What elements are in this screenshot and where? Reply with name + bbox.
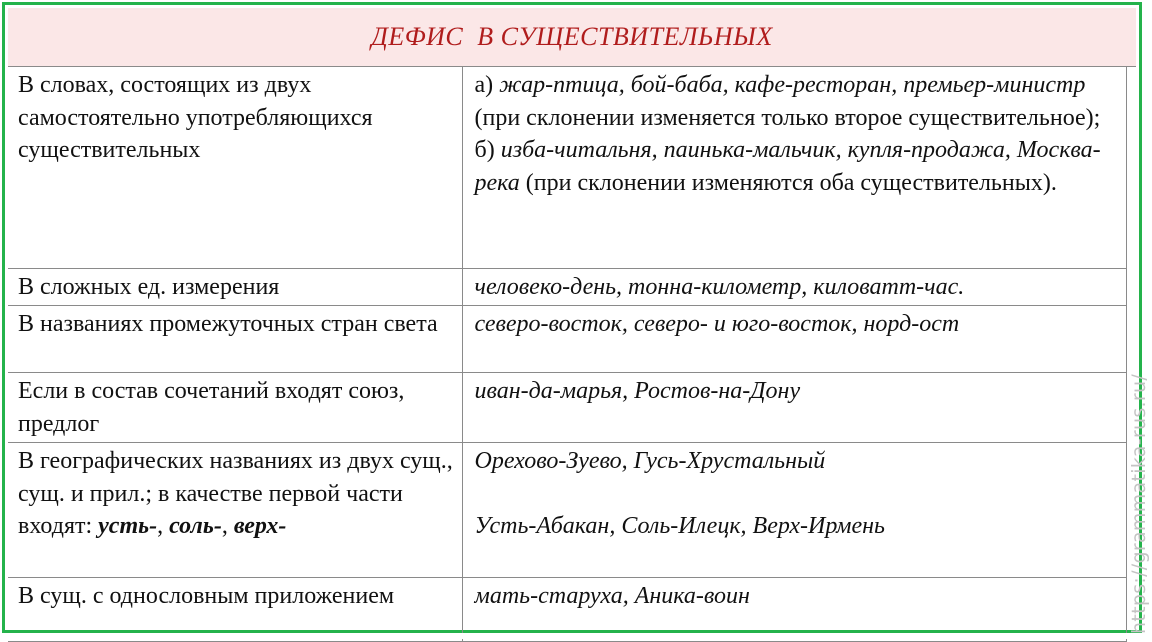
title-banner (8, 8, 1136, 67)
table-row (8, 67, 1126, 268)
separator: , (221, 513, 234, 539)
site-watermark: https://grammatika-rus.ru/ (1128, 373, 1150, 634)
example-words-a: жар-птица, бой-баба, кафе-ресторан, премьер-министр (499, 72, 1086, 98)
page-title: ДЕФИС В СУЩЕСТВИТЕЛЬНЫХ (371, 22, 773, 51)
table-row (8, 306, 1126, 373)
rule-cell (8, 578, 462, 642)
example-text-second: Усть-Абакан, Соль-Илецк, Верх-Ирмень (474, 513, 885, 539)
example-cell (462, 443, 1126, 578)
prefix-ust: усть- (98, 513, 158, 539)
rule-cell (8, 373, 462, 443)
rule-text: В сложных ед. измерения (18, 273, 280, 300)
prefix-sol: соль- (169, 513, 222, 539)
table-row (8, 268, 1126, 306)
example-cell (462, 373, 1126, 443)
example-note-a: (при склонении изменяется только второе существительное); (474, 104, 1101, 131)
example-text: северо-восток, северо- и юго-восток, норд-ост (474, 311, 960, 337)
marker-a: а) (474, 72, 500, 98)
example-cell (462, 268, 1126, 306)
table-row (8, 578, 1126, 642)
page-frame (2, 2, 1142, 633)
example-text: человеко-день, тонна-километр, киловатт-час. (474, 273, 965, 300)
rule-text: В словах, состоящих из двух самостоятельно употребляющихся существительных (18, 72, 373, 163)
rule-text: В сущ. с однословным приложением (18, 583, 395, 609)
rule-cell (8, 443, 462, 578)
rule-text: Если в состав сочетаний входят союз, предлог (18, 378, 405, 437)
example-cell (462, 67, 1126, 268)
rule-cell (8, 67, 462, 268)
example-cell (462, 306, 1126, 373)
example-cell (462, 578, 1126, 642)
table-row (8, 443, 1126, 578)
example-words-b: изба-читальня, паинька-мальчик, купля-продажа, Москва-река (474, 137, 1101, 196)
prefix-verkh: верх- (233, 513, 287, 539)
example-text-first: Орехово-Зуево, Гусь-Хрустальный (474, 448, 826, 474)
spacer (475, 478, 1118, 511)
separator: , (157, 513, 170, 539)
rule-cell (8, 306, 462, 373)
bottom-margin (0, 633, 1152, 639)
rule-text: В названиях промежуточных стран света (18, 311, 438, 337)
example-text: мать-старуха, Аника-воин (474, 583, 750, 609)
marker-b: б) (474, 137, 501, 163)
rule-cell (8, 268, 462, 306)
example-note-b: (при склонении изменяются оба существительных). (519, 169, 1057, 196)
rules-table (8, 67, 1127, 642)
example-text: иван-да-марья, Ростов-на-Дону (474, 378, 801, 404)
rule-text: В географических названиях из двух сущ., сущ. и прил.; в качестве первой части входят: (18, 448, 453, 539)
table-row (8, 373, 1126, 443)
